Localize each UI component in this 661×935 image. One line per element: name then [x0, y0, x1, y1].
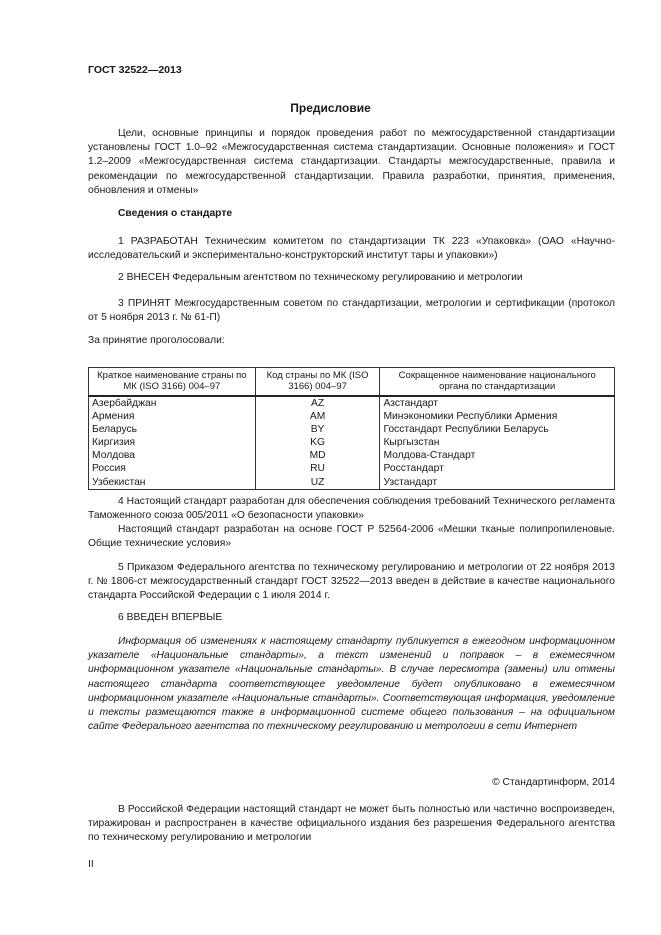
item-3-adopted: 3 ПРИНЯТ Межгосударственным советом по стандартизации, метрологии и сертификации (протокол от 5 ноября 2013 г. № 61-П): [88, 298, 615, 324]
changes-information-notice: Информация об изменениях к настоящему стандарту публикуется в ежегодном информационном указателе «Национальные стандарты», а текст изменений и поправок – в ежемесячном информационном указателе «Национальные стандарты». В случае пересмотра (замены) или отмены настоящего стандарта соответствующее уведомление будет опубликовано в ежемесячном информационном указателе «Национальные стандарты». Соответствующая информация, уведомление и тексты размещаются также в информационной системе общего пользования – на официальном сайте Федерального агентства по техническому регулированию и метрологии в сети Интернет: [88, 636, 615, 733]
country-name: Армения: [89, 410, 256, 423]
intro-paragraph: Цели, основные принципы и порядок проведения работ по межгосударственной стандартизации установлены ГОСТ 1.0–92 «Межгосударственная система стандартизации. Основные положения» и ГОСТ 1.2–2009 «Межгосударственная система стандартизации. Стандарты межгосударственные, правила и рекомендации по межгосударственной стандартизации. Правила разработки, принятия, применения, обновления и отмены»: [88, 128, 615, 196]
country-code: MD: [255, 449, 380, 462]
country-code: BY: [255, 423, 380, 436]
country-code: AM: [255, 410, 380, 423]
country-name: Беларусь: [89, 423, 256, 436]
table-row: [89, 410, 615, 423]
table-row: [89, 476, 615, 490]
header-country-name: Краткое наименование страны по МК (ISO 3166) 004–97: [89, 368, 256, 397]
country-code: RU: [255, 462, 380, 475]
standards-body: Росстандарт: [380, 462, 615, 475]
page-title: Предисловие: [290, 101, 371, 115]
header-standards-body: Сокращенное наименование национального органа по стандартизации: [380, 368, 615, 397]
country-code: UZ: [255, 476, 380, 490]
table-row: [89, 462, 615, 475]
standards-body: Азстандарт: [380, 396, 615, 410]
item-1-developed: 1 РАЗРАБОТАН Техническим комитетом по стандартизации ТК 223 «Упаковка» (ОАО «Научно-исследовательский и экспериментально-конструкторский институт тары и упаковки»): [88, 236, 615, 262]
legal-notice: В Российской Федерации настоящий стандарт не может быть полностью или частично воспроизведен, тиражирован и распространен в качестве официального издания без разрешения Федерального агентства по техническому регулированию и метрологии: [88, 804, 615, 844]
country-name: Россия: [89, 462, 256, 475]
table-row: [89, 396, 615, 410]
table-row: [89, 423, 615, 436]
voted-label: За принятие проголосовали:: [88, 335, 225, 346]
country-code: AZ: [255, 396, 380, 410]
item-5-order: 5 Приказом Федерального агентства по техническому регулированию и метрологии от 22 ноября 2013 г. № 1806-ст межгосударственный стандарт ГОСТ 32522—2013 введен в действие в качестве национального стандарта Российской Федерации с 1 июля 2014 г.: [88, 562, 615, 602]
item-2-submitted: 2 ВНЕСЕН Федеральным агентством по техническому регулированию и метрологии: [118, 272, 523, 283]
table-row: [89, 449, 615, 462]
country-name: Киргизия: [89, 436, 256, 449]
standard-info-heading: Сведения о стандарте: [118, 208, 233, 219]
document-code: ГОСТ 32522—2013: [88, 64, 182, 76]
countries-table: [88, 367, 615, 490]
standards-body: Госстандарт Республики Беларусь: [380, 423, 615, 436]
standards-body: Узстандарт: [380, 476, 615, 490]
item-4-purpose: 4 Настоящий стандарт разработан для обеспечения соблюдения требований Технического регламента Таможенного союза 005/2011 «О безопасности упаковки»: [88, 496, 615, 522]
header-country-code: Код страны по МК (ISO 3166) 004–97: [255, 368, 380, 397]
page-number: II: [88, 859, 94, 870]
item-6-introduced: 6 ВВЕДЕН ВПЕРВЫЕ: [118, 612, 223, 623]
copyright: © Стандартинформ, 2014: [492, 777, 615, 788]
standards-body: Кыргызстан: [380, 436, 615, 449]
table-header-row: [89, 368, 615, 397]
country-name: Молдова: [89, 449, 256, 462]
standards-body: Минэкономики Республики Армения: [380, 410, 615, 423]
standards-body: Молдова-Стандарт: [380, 449, 615, 462]
item-4-basis: Настоящий стандарт разработан на основе ГОСТ Р 52564-2006 «Мешки тканые полипропиленовые. Общие технические условия»: [88, 524, 615, 550]
country-name: Узбекистан: [89, 476, 256, 490]
country-code: KG: [255, 436, 380, 449]
country-name: Азербайджан: [89, 396, 256, 410]
table-row: [89, 436, 615, 449]
